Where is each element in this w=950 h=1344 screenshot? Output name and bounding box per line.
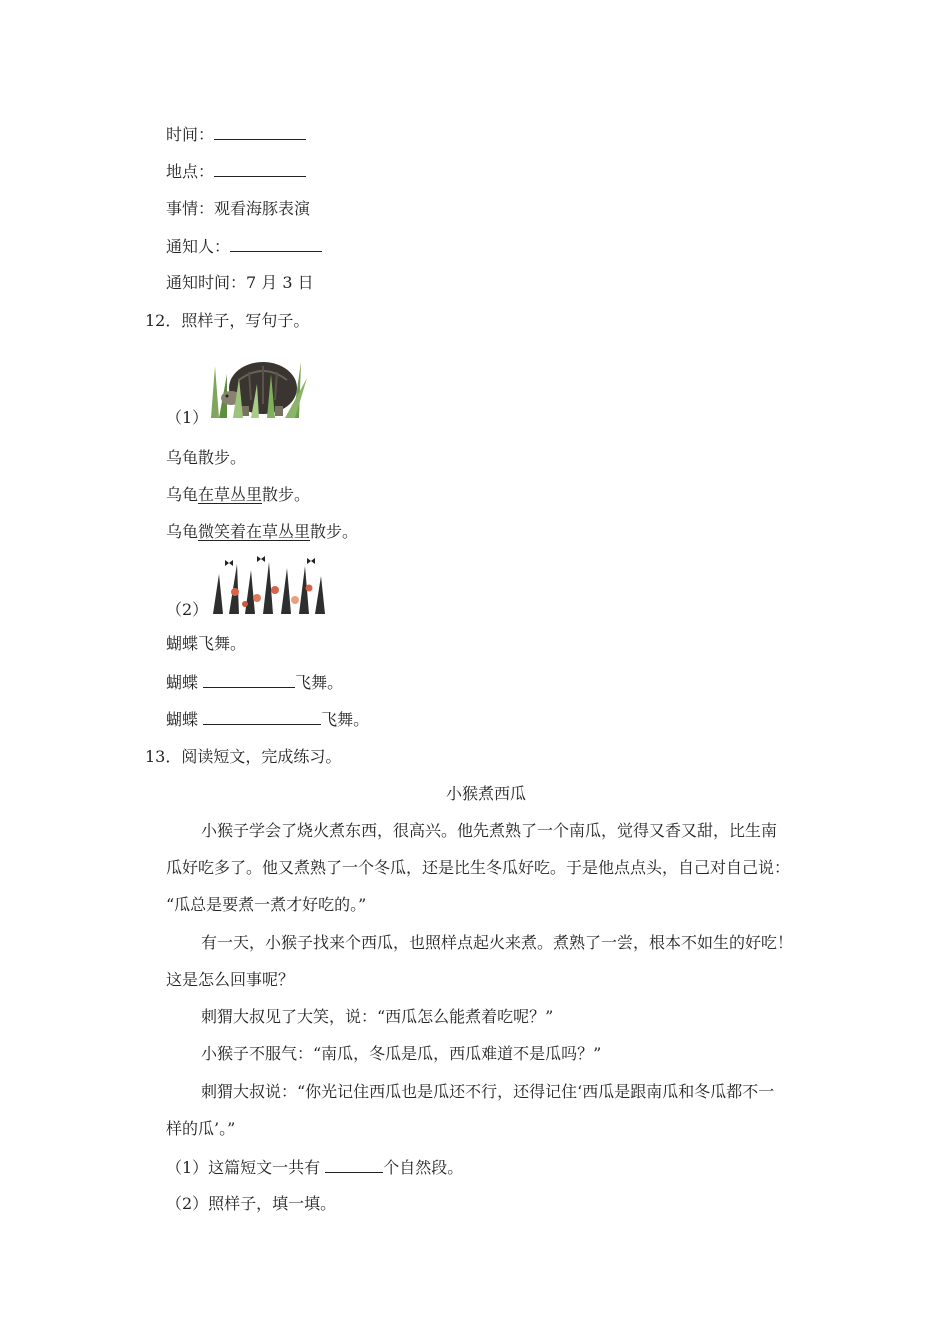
passage-p4: 小猴子不服气：“南瓜，冬瓜是瓜，西瓜难道不是瓜吗？” — [201, 1044, 602, 1063]
event-line: 事情：观看海豚表演 — [166, 199, 311, 218]
passage-p1-line2: 瓜好吃多了。他又煮熟了一个冬瓜，还是比生冬瓜好吃。于是他点点头，自己对自己说： — [166, 858, 791, 877]
paragraph-count-blank[interactable] — [325, 1156, 383, 1173]
text-segment: 飞舞。 — [321, 710, 370, 729]
notice-time-line: 通知时间：7 月 3 日 — [166, 273, 314, 292]
q13-heading: 13．阅读短文，完成练习。 — [145, 747, 342, 766]
q13-sub2: （2）照样子，填一填。 — [166, 1194, 337, 1213]
underlined-phrase: 在草丛里 — [198, 485, 263, 504]
q12-part1-sentence2 — [166, 484, 310, 506]
text-segment: 蝴蝶 — [166, 673, 199, 692]
passage-p3: 刺猬大叔见了大笑，说：“西瓜怎么能煮着吃呢？” — [201, 1007, 554, 1026]
time-line — [166, 123, 306, 146]
turtle-in-grass-image — [205, 344, 309, 420]
q12-part2-sentence2 — [166, 671, 343, 694]
answer-blank[interactable] — [203, 671, 295, 688]
notifier-line — [166, 235, 322, 258]
time-label: 时间： — [166, 125, 215, 144]
q12-part1-sentence1: 乌龟散步。 — [166, 448, 247, 467]
passage-p1-line1: 小猴子学会了烧火煮东西，很高兴。他先煮熟了一个南瓜，觉得又香又甜，比生南 — [201, 821, 778, 840]
q12-part2-sentence3 — [166, 708, 369, 731]
text-segment: （1）这篇短文一共有 — [166, 1158, 326, 1177]
notifier-label: 通知人： — [166, 237, 231, 256]
text-segment: 散步。 — [262, 485, 311, 504]
q12-heading: 12．照样子，写句子。 — [145, 311, 310, 330]
passage-p1-line3: “瓜总是要煮一煮才好吃的。” — [166, 895, 367, 914]
text-segment: 乌龟 — [166, 485, 199, 504]
passage-p5-line2: 样的瓜’。” — [166, 1119, 236, 1138]
time-blank[interactable] — [214, 123, 306, 140]
text-segment: 乌龟 — [166, 522, 199, 541]
place-line — [166, 160, 306, 183]
text-segment: 个自然段。 — [383, 1158, 464, 1177]
q13-sub1 — [166, 1156, 463, 1179]
passage-title: 小猴煮西瓜 — [445, 784, 526, 803]
place-label: 地点： — [166, 162, 215, 181]
text-segment: 蝴蝶 — [166, 710, 199, 729]
underlined-phrase: 微笑着在草丛里 — [198, 522, 311, 541]
q12-part1-number: （1） — [166, 408, 209, 427]
place-blank[interactable] — [214, 160, 306, 177]
text-segment: 散步。 — [310, 522, 359, 541]
text-segment: 飞舞。 — [295, 673, 344, 692]
q12-part2-sentence1: 蝴蝶飞舞。 — [166, 634, 247, 653]
butterflies-flowers-image — [205, 554, 329, 616]
q12-part1-sentence3 — [166, 521, 358, 543]
q12-part2-number: （2） — [166, 600, 209, 619]
passage-p5-line1: 刺猬大叔说：“你光记住西瓜也是瓜还不行，还得记住‘西瓜是跟南瓜和冬瓜都不一 — [201, 1082, 775, 1101]
notifier-blank[interactable] — [230, 235, 322, 252]
passage-p2-line1: 有一天，小猴子找来个西瓜，也照样点起火来煮。煮熟了一尝，根本不如生的好吃！ — [201, 933, 794, 952]
passage-p2-line2: 这是怎么回事呢？ — [166, 970, 295, 989]
answer-blank[interactable] — [203, 708, 321, 725]
